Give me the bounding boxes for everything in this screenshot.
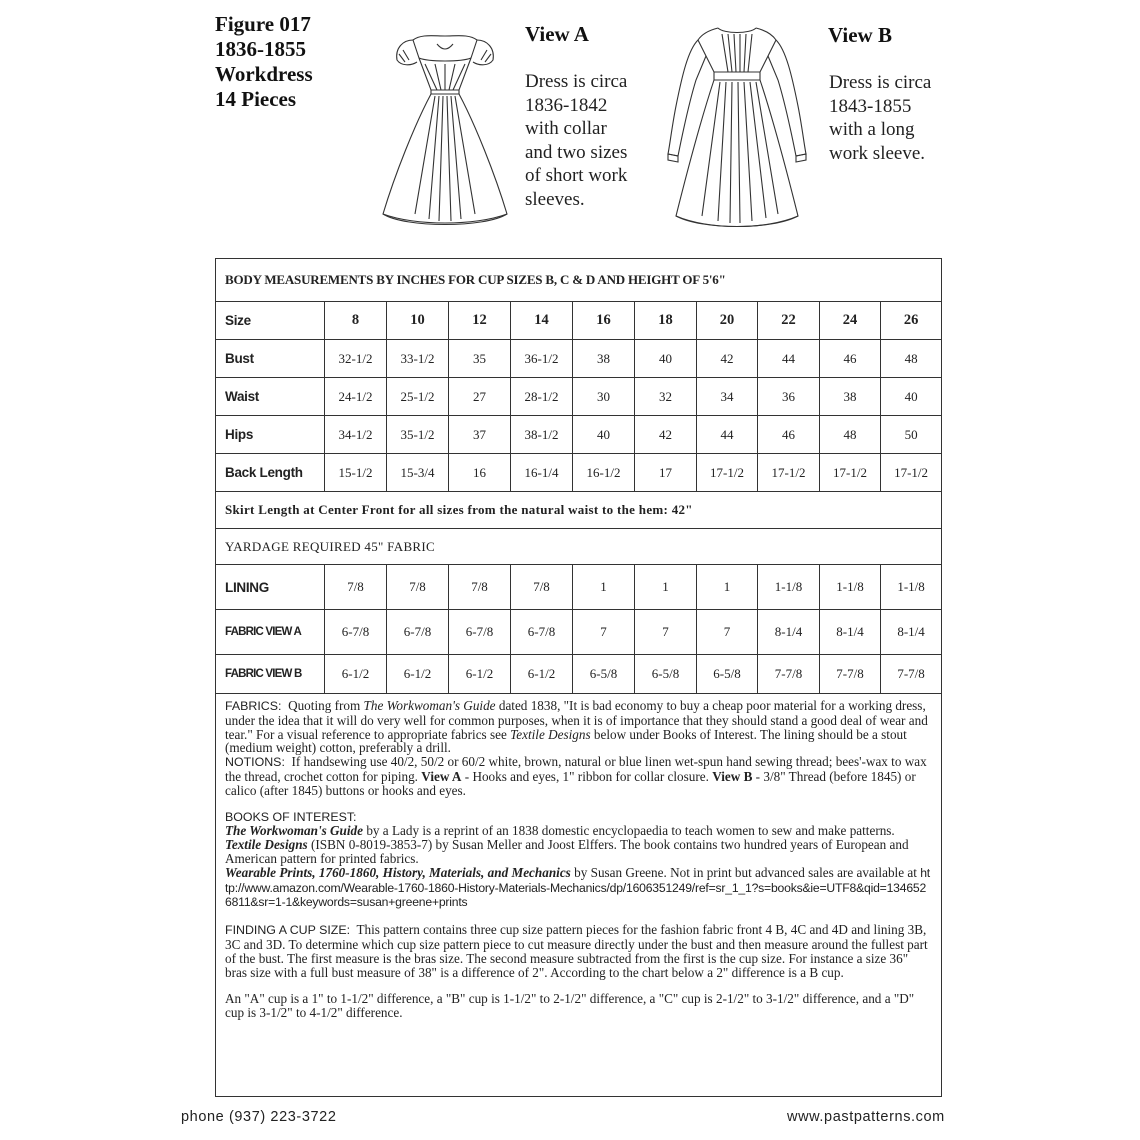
table-cell: 7/8 xyxy=(511,565,573,610)
notes-section xyxy=(215,689,942,1097)
table-cell: 24-1/2 xyxy=(325,378,387,416)
table-cell: 32 xyxy=(635,378,697,416)
view-b-title: View B xyxy=(828,23,892,47)
table-cell: 7-7/8 xyxy=(881,655,942,694)
table-cell: 25-1/2 xyxy=(387,378,449,416)
table-cell: 46 xyxy=(820,340,881,378)
table-cell: 6-7/8 xyxy=(511,610,573,655)
table-title: BODY MEASUREMENTS BY INCHES FOR CUP SIZES B, C & D AND HEIGHT OF 5'6" xyxy=(216,259,942,302)
table-cell: 38-1/2 xyxy=(511,416,573,454)
view-b-dress-illustration xyxy=(662,16,812,236)
table-row xyxy=(216,454,942,492)
table-cell: 42 xyxy=(635,416,697,454)
table-cell: 33-1/2 xyxy=(387,340,449,378)
table-cell: 36 xyxy=(758,378,820,416)
notions-label: NOTIONS: xyxy=(225,755,285,770)
table-cell: 16-1/2 xyxy=(573,454,635,492)
table-cell: 30 xyxy=(573,378,635,416)
table-cell: 15-3/4 xyxy=(387,454,449,492)
size-cell: 26 xyxy=(881,302,942,340)
size-cell: 22 xyxy=(758,302,820,340)
table-cell: 1-1/8 xyxy=(820,565,881,610)
table-cell: 8-1/4 xyxy=(820,610,881,655)
figure-number: Figure 017 xyxy=(215,12,311,36)
row-label: LINING xyxy=(216,565,325,610)
table-cell: 6-1/2 xyxy=(387,655,449,694)
table-cell: 6-7/8 xyxy=(449,610,511,655)
size-cell: 24 xyxy=(820,302,881,340)
table-cell: 50 xyxy=(881,416,942,454)
table-cell: 40 xyxy=(635,340,697,378)
book-reference: The Workwoman's Guide xyxy=(363,698,496,713)
cup-size-paragraph: FINDING A CUP SIZE: This pattern contains three cup size pattern pieces for the fashion fabric front 4 B, 4C and 4D and lining 3B, 3C and 3D. To determine which cup size pattern piece to cut measure directly under the bust and then measure around the fullest part of the bust. The first measure is the bras size. The second measure subtracted from the first is the cup size. For instance a size 36" bras size with a full bust measure of 38" is a difference of 2". According to the chart below a 2" difference is a B cup. xyxy=(225,922,928,980)
book-title: The Workwoman's Guide xyxy=(225,823,364,839)
table-cell: 44 xyxy=(758,340,820,378)
table-cell: 7 xyxy=(635,610,697,655)
footer-website[interactable]: www.pastpatterns.com xyxy=(787,1109,945,1125)
table-cell: 36-1/2 xyxy=(511,340,573,378)
table-cell: 44 xyxy=(697,416,758,454)
size-cell: 20 xyxy=(697,302,758,340)
table-cell: 27 xyxy=(449,378,511,416)
table-cell: 48 xyxy=(881,340,942,378)
table-row xyxy=(216,610,942,655)
view-a-ref: View A xyxy=(421,768,462,784)
table-cell: 34-1/2 xyxy=(325,416,387,454)
date-range: 1836-1855 xyxy=(215,37,306,61)
fabrics-label: FABRICS: xyxy=(225,699,282,713)
view-a-description: Dress is circa 1836-1842 with collar and two sizes of short work sleeves. xyxy=(525,71,628,210)
table-cell: 6-5/8 xyxy=(573,655,635,694)
row-label: Back Length xyxy=(216,454,325,492)
fabrics-paragraph: FABRICS: Quoting from The Workwoman's Guide dated 1838, "It is bad economy to buy a cheap poor material for a working dress, under the idea that it will do very well for common purposes, when it is of importance that they should stand a good deal of wear and tear." For a visual reference to appropriate fabrics see Textile Designs below under Books of Interest. The lining should be a stout (medium weight) cotton, preferably a drill. xyxy=(225,698,928,756)
table-cell: 6-5/8 xyxy=(697,655,758,694)
table-cell: 17 xyxy=(635,454,697,492)
size-cell: 16 xyxy=(573,302,635,340)
book-entry: Textile Designs (ISBN 0-8019-3853-7) by Susan Meller and Joost Elffers. The book contains two hundred years of European and American pattern for printed fabrics. xyxy=(225,837,909,866)
table-cell: 7/8 xyxy=(325,565,387,610)
size-cell: 12 xyxy=(449,302,511,340)
table-cell: 6-1/2 xyxy=(449,655,511,694)
table-cell: 34 xyxy=(697,378,758,416)
footer-phone: phone (937) 223-3722 xyxy=(181,1109,337,1125)
table-cell: 17-1/2 xyxy=(881,454,942,492)
table-cell: 8-1/4 xyxy=(881,610,942,655)
table-cell: 40 xyxy=(881,378,942,416)
table-cell: 28-1/2 xyxy=(511,378,573,416)
cup-size-label: FINDING A CUP SIZE: xyxy=(225,923,351,938)
size-cell: 8 xyxy=(325,302,387,340)
table-cell: 40 xyxy=(573,416,635,454)
table-cell: 16-1/4 xyxy=(511,454,573,492)
size-cell: 10 xyxy=(387,302,449,340)
table-cell: 46 xyxy=(758,416,820,454)
table-row xyxy=(216,565,942,610)
table-cell: 6-1/2 xyxy=(511,655,573,694)
table-cell: 38 xyxy=(573,340,635,378)
notions-paragraph: NOTIONS: If handsewing use 40/2, 50/2 or 60/2 white, brown, natural or blue linen wet-spun hand sewing thread; bees'-wax to wax the thread, crochet cotton for piping. View A - Hooks and eyes, 1" ribbon for collar closure. View B - 3/8" Thread (before 1845) or calico (after 1845) buttons or hooks and eyes. xyxy=(225,754,927,798)
garment-type: Workdress xyxy=(215,62,313,86)
table-row xyxy=(216,378,942,416)
table-cell: 48 xyxy=(820,416,881,454)
book-entry: Wearable Prints, 1760-1860, History, Materials, and Mechanics by Susan Greene. Not in print but advanced sales are available at http://www.amazon.com/Wearable-1760-1860-History-Materials-Mechanics/dp/1606351249/ref=sr_1_1?s=books&ie=UTF8&qid=1346526811&sr=1-1&keywords=susan+greene+prints xyxy=(225,864,930,910)
table-cell: 35 xyxy=(449,340,511,378)
table-cell: 1-1/8 xyxy=(881,565,942,610)
table-cell: 1 xyxy=(697,565,758,610)
row-label: Waist xyxy=(216,378,325,416)
table-cell: 17-1/2 xyxy=(697,454,758,492)
body-measurement-table xyxy=(215,258,942,694)
book-reference: Textile Designs xyxy=(510,726,591,742)
size-cell: 14 xyxy=(511,302,573,340)
size-label: Size xyxy=(216,302,325,340)
book-title: Textile Designs xyxy=(225,837,308,853)
table-cell: 6-5/8 xyxy=(635,655,697,694)
table-row xyxy=(216,655,942,694)
table-cell: 7/8 xyxy=(387,565,449,610)
view-a-dress-illustration xyxy=(375,14,515,236)
table-cell: 8-1/4 xyxy=(758,610,820,655)
table-cell: 38 xyxy=(820,378,881,416)
table-cell: 17-1/2 xyxy=(758,454,820,492)
table-cell: 7/8 xyxy=(449,565,511,610)
table-cell: 37 xyxy=(449,416,511,454)
table-cell: 15-1/2 xyxy=(325,454,387,492)
table-cell: 1-1/8 xyxy=(758,565,820,610)
books-label: BOOKS OF INTEREST: xyxy=(225,809,357,824)
skirt-length-note: Skirt Length at Center Front for all sizes from the natural waist to the hem: 42" xyxy=(216,492,942,529)
row-label: Hips xyxy=(216,416,325,454)
yardage-title: YARDAGE REQUIRED 45" FABRIC xyxy=(216,529,942,565)
table-cell: 32-1/2 xyxy=(325,340,387,378)
table-cell: 16 xyxy=(449,454,511,492)
cup-size-chart: An "A" cup is a 1" to 1-1/2" difference, a "B" cup is 1-1/2" to 2-1/2" difference, a "C" cup is 2-1/2" to 3-1/2" difference, and a "D" cup is 3-1/2" to 4-1/2" difference. xyxy=(225,991,915,1021)
table-cell: 1 xyxy=(573,565,635,610)
size-cell: 18 xyxy=(635,302,697,340)
table-row xyxy=(216,340,942,378)
row-label: FABRIC VIEW B xyxy=(216,655,325,694)
table-cell: 6-1/2 xyxy=(325,655,387,694)
view-b-ref: View B xyxy=(712,768,753,784)
table-cell: 1 xyxy=(635,565,697,610)
size-header-row xyxy=(216,302,942,340)
amazon-link[interactable]: http://www.amazon.com/Wearable-1760-1860-History-Materials-Mechanics/dp/1606351249/ref=sr_1_1?s=books&ie=UTF8&qid=1346526811&sr=1-1&keywords=susan+greene+prints xyxy=(225,865,930,910)
view-a-title: View A xyxy=(525,22,589,46)
book-title: Wearable Prints, 1760-1860, History, Materials, and Mechanics xyxy=(225,864,571,880)
row-label: Bust xyxy=(216,340,325,378)
piece-count: 14 Pieces xyxy=(215,87,297,111)
table-cell: 7 xyxy=(573,610,635,655)
table-cell: 7-7/8 xyxy=(758,655,820,694)
table-cell: 35-1/2 xyxy=(387,416,449,454)
book-entry: The Workwoman's Guide by a Lady is a reprint of an 1838 domestic encyclopaedia to teach women to sew and make patterns. xyxy=(225,823,895,839)
table-cell: 42 xyxy=(697,340,758,378)
table-cell: 7 xyxy=(697,610,758,655)
table-cell: 7-7/8 xyxy=(820,655,881,694)
pattern-title-block xyxy=(215,12,313,112)
table-cell: 6-7/8 xyxy=(325,610,387,655)
view-b-description: Dress is circa 1843-1855 with a long work sleeve. xyxy=(829,72,932,164)
table-cell: 6-7/8 xyxy=(387,610,449,655)
table-row xyxy=(216,416,942,454)
row-label: FABRIC VIEW A xyxy=(216,610,325,655)
table-cell: 17-1/2 xyxy=(820,454,881,492)
